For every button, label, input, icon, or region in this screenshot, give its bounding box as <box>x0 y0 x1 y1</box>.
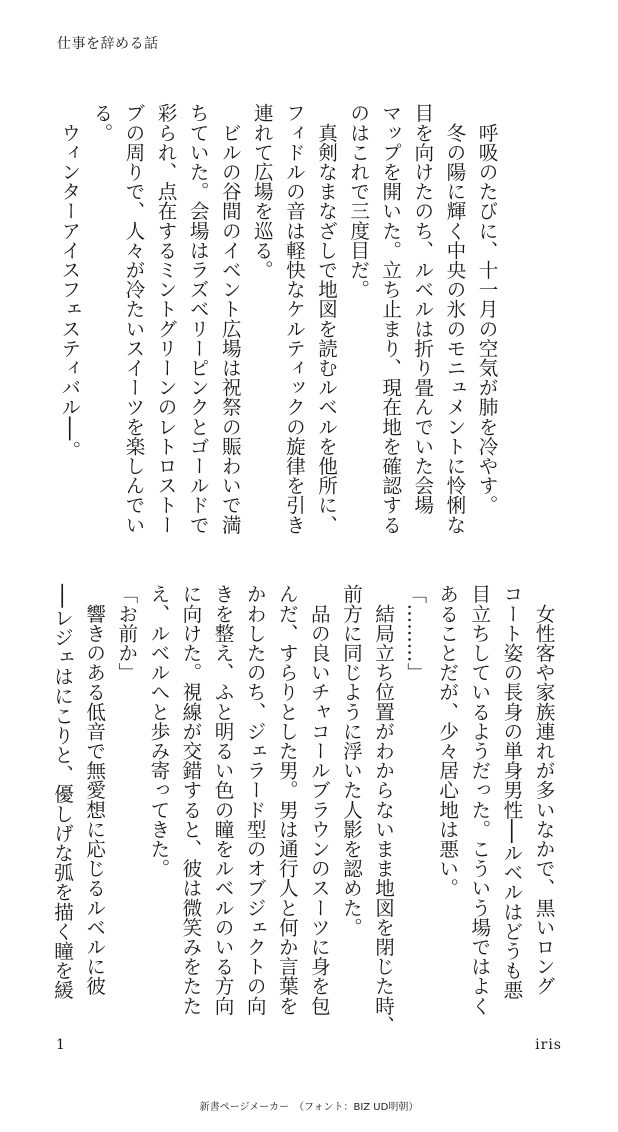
text-line: マップを開いた。立ち止まり、現在地を確認する <box>378 103 402 535</box>
text-line: あることだが、少々居心地は悪い。 <box>435 584 459 898</box>
text-line: る。 <box>89 103 113 143</box>
author-name: iris <box>535 1037 562 1053</box>
text-line: 目立ちしているようだった。こういう場ではよく <box>467 584 491 1016</box>
text-line: ブの周りで、人々が冷たいスイーツを楽しんでい <box>121 103 145 535</box>
text-line: 彩られ、点在するミントグリーンのレトロストー <box>154 103 178 535</box>
text-line: 前方に同じように浮いた人影を認めた。 <box>339 584 363 937</box>
bottom-text-block <box>46 584 560 1035</box>
text-line: ビルの谷間のイベント広場は祝祭の賑わいで満 <box>218 103 242 535</box>
text-line: きを整え、ふと明るい色の瞳をルベルのいる方向 <box>211 584 235 1016</box>
footer-credit: 新書ページメーカー （フォント：BIZ UD明朝） <box>199 1102 419 1113</box>
text-line: 「………」 <box>403 584 427 682</box>
text-line: 真剣なまなざしで地図を読むルベルを他所に、 <box>314 103 338 535</box>
text-line: 響きのある低音で無愛想に応じるルベルに彼 <box>82 584 106 996</box>
page-number: 1 <box>56 1037 65 1053</box>
text-line: のはこれで三度目だ。 <box>346 103 370 299</box>
text-line: コート姿の長身の単身男性──ルベルはどうも悪 <box>499 584 523 1000</box>
text-line: 冬の陽に輝く中央の氷のモニュメントに怜悧な <box>442 103 466 535</box>
text-line: フィドルの音は軽快なケルティックの旋律を引き <box>282 103 306 535</box>
text-line: 「お前か」 <box>114 584 138 682</box>
text-line: かわしたのち、ジェラード型のオブジェクトの向 <box>243 584 267 1016</box>
text-line: 呼吸のたびに、十一月の空気が肺を冷やす。 <box>475 103 498 515</box>
text-line: 目を向けたのち、ルベルは折り畳んでいた会場 <box>410 103 434 515</box>
text-line: 連れて広場を巡る。 <box>250 103 274 280</box>
page-title: 仕事を辞める話 <box>57 36 159 52</box>
text-line: 品の良いチャコールブラウンのスーツに身を包 <box>307 584 331 1016</box>
text-line: え、ルベルへと歩み寄ってきた。 <box>146 584 170 878</box>
text-line: ちていた。会場はラズベリーピンクとゴールドで <box>186 103 210 535</box>
text-line: 結局立ち位置がわからないまま地図を閉じた時、 <box>371 584 395 1035</box>
text-line: 女性客や家族連れが多いなかで、黒いロング <box>532 584 555 996</box>
top-text-block <box>53 103 502 535</box>
text-line: ──レジェはにこりと、優しげな弧を描く瞳を緩 <box>50 584 74 1000</box>
text-line: に向けた。視線が交錯すると、彼は微笑みをたた <box>178 584 202 1016</box>
text-line: んだ、すらりとした男。男は通行人と何か言葉を <box>275 584 299 1016</box>
text-line: ウィンターアイスフェスティバル──。 <box>57 103 81 460</box>
